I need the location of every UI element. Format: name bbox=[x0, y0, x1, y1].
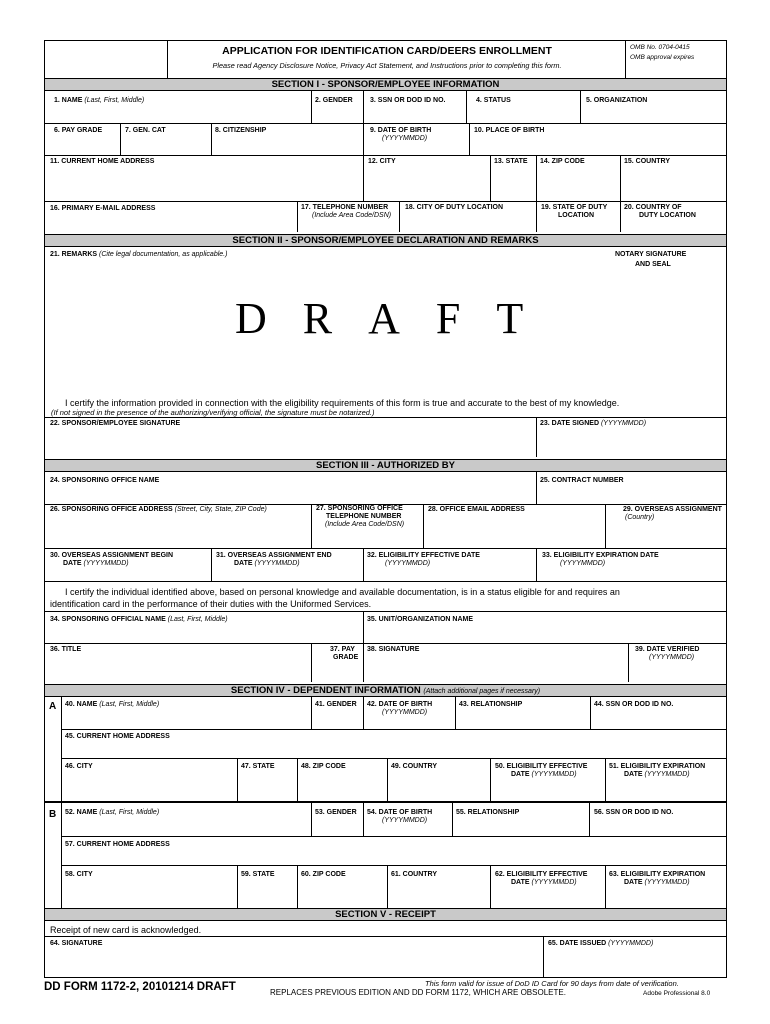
field-41-label: 41. GENDER bbox=[315, 701, 357, 708]
field-22-label: 22. SPONSOR/EMPLOYEE SIGNATURE bbox=[50, 420, 181, 427]
id-card-application-form bbox=[44, 40, 727, 978]
receipt-signature-field[interactable] bbox=[45, 937, 543, 977]
sponsor-signature-field[interactable] bbox=[45, 418, 536, 457]
field-3-label: 3. SSN OR DOD ID NO. bbox=[370, 97, 446, 104]
field-64-label: 64. SIGNATURE bbox=[50, 940, 103, 947]
field-17-label: 17. TELEPHONE NUMBER bbox=[301, 204, 389, 211]
sponsor-certification: I certify the information provided in connection with the eligibility requirements of this form is true and accurate to the best of my knowledge. bbox=[65, 398, 620, 408]
field-37-label: 37. PAY bbox=[330, 646, 355, 653]
section-5-header: SECTION V - RECEIPT bbox=[45, 908, 726, 921]
field-36-label: 36. TITLE bbox=[50, 646, 82, 653]
field-39-format: (YYYYMMDD) bbox=[649, 654, 695, 661]
field-34-label: 34. SPONSORING OFFICIAL NAME (Last, First, Middle) bbox=[50, 616, 228, 623]
field-21-label: 21. REMARKS (Cite legal documentation, as applicable.) bbox=[50, 251, 228, 258]
field-1-label: 1. NAME (Last, First, Middle) bbox=[54, 97, 145, 104]
field-13-label: 13. STATE bbox=[494, 158, 528, 165]
form-subtitle: Please read Agency Disclosure Notice, Privacy Act Statement, and Instructions prior to completing this form. bbox=[212, 61, 562, 70]
field-44-label: 44. SSN OR DOD ID NO. bbox=[594, 701, 674, 708]
name-field[interactable] bbox=[45, 91, 311, 123]
field-19-label-b: LOCATION bbox=[558, 212, 595, 219]
field-45-label: 45. CURRENT HOME ADDRESS bbox=[65, 733, 170, 740]
field-42-label: 42. DATE OF BIRTH bbox=[367, 701, 433, 708]
field-50-label: 50. ELIGIBILITY EFFECTIVE bbox=[495, 763, 588, 770]
field-6-label: 6. PAY GRADE bbox=[54, 127, 103, 134]
field-28-label: 28. OFFICE EMAIL ADDRESS bbox=[428, 506, 525, 513]
field-51-label: 51. ELIGIBILITY EXPIRATION bbox=[609, 763, 706, 770]
official-certification-1: I certify the individual identified above, based on personal knowledge and available documentation, is in a status eligible for and requires an bbox=[65, 587, 620, 597]
notarize-note: (If not signed in the presence of the authorizing/verifying official, the signature must be notarized.) bbox=[51, 408, 375, 417]
section-2-header: SECTION II - SPONSOR/EMPLOYEE DECLARATION AND REMARKS bbox=[45, 234, 726, 247]
field-29-format: (Country) bbox=[625, 514, 655, 521]
field-62-label: 62. ELIGIBILITY EFFECTIVE bbox=[495, 871, 588, 878]
field-63-label-b: DATE (YYYYMMDD) bbox=[624, 879, 690, 886]
field-31-label-b: DATE (YYYYMMDD) bbox=[234, 560, 300, 567]
field-57-label: 57. CURRENT HOME ADDRESS bbox=[65, 841, 170, 848]
field-27-label: 27. SPONSORING OFFICE bbox=[316, 505, 403, 512]
field-52-label: 52. NAME (Last, First, Middle) bbox=[65, 809, 160, 816]
field-27-label-b: TELEPHONE NUMBER bbox=[326, 513, 402, 520]
receipt-acknowledgement: Receipt of new card is acknowledged. bbox=[50, 925, 202, 935]
form-title: APPLICATION FOR IDENTIFICATION CARD/DEERS ENROLLMENT bbox=[222, 45, 552, 57]
field-39-label: 39. DATE VERIFIED bbox=[635, 646, 700, 653]
field-33-format: (YYYYMMDD) bbox=[560, 560, 606, 567]
field-58-label: 58. CITY bbox=[65, 871, 93, 878]
field-49-label: 49. COUNTRY bbox=[391, 763, 438, 770]
field-11-label: 11. CURRENT HOME ADDRESS bbox=[50, 158, 155, 165]
field-19-label: 19. STATE OF DUTY bbox=[541, 204, 608, 211]
field-9-label: 9. DATE OF BIRTH bbox=[370, 127, 432, 134]
field-32-format: (YYYYMMDD) bbox=[385, 560, 431, 567]
remarks-field[interactable] bbox=[45, 247, 726, 397]
field-30-label: 30. OVERSEAS ASSIGNMENT BEGIN bbox=[50, 552, 174, 559]
field-26-label: 26. SPONSORING OFFICE ADDRESS (Street, City, State, ZIP Code) bbox=[50, 506, 267, 513]
field-7-label: 7. GEN. CAT bbox=[125, 127, 166, 134]
field-42-format: (YYYYMMDD) bbox=[382, 709, 428, 716]
field-17-format: (Include Area Code/DSN) bbox=[312, 212, 392, 219]
field-30-label-b: DATE (YYYYMMDD) bbox=[63, 560, 129, 567]
field-33-label: 33. ELIGIBILITY EXPIRATION DATE bbox=[542, 552, 659, 559]
field-12-label: 12. CITY bbox=[368, 158, 396, 165]
field-63-label: 63. ELIGIBILITY EXPIRATION bbox=[609, 871, 706, 878]
field-27-format: (Include Area Code/DSN) bbox=[325, 521, 405, 528]
field-65-label: 65. DATE ISSUED (YYYYMMDD) bbox=[548, 940, 654, 947]
field-25-label: 25. CONTRACT NUMBER bbox=[540, 477, 624, 484]
field-31-label: 31. OVERSEAS ASSIGNMENT END bbox=[216, 552, 332, 559]
field-20-label-b: DUTY LOCATION bbox=[639, 212, 696, 219]
field-9-format: (YYYYMMDD) bbox=[382, 135, 428, 142]
field-54-label: 54. DATE OF BIRTH bbox=[367, 809, 433, 816]
software-note: Adobe Professional 8.0 bbox=[643, 990, 711, 997]
replaces-note: REPLACES PREVIOUS EDITION AND DD FORM 1172, WHICH ARE OBSOLETE. bbox=[270, 988, 566, 997]
field-62-label-b: DATE (YYYYMMDD) bbox=[511, 879, 577, 886]
field-10-label: 10. PLACE OF BIRTH bbox=[474, 127, 545, 134]
field-16-label: 16. PRIMARY E-MAIL ADDRESS bbox=[50, 205, 156, 212]
header-divider bbox=[625, 41, 626, 78]
official-certification-2: identification card in the performance of their duties with the Uniformed Services. bbox=[50, 599, 372, 609]
field-40-label: 40. NAME (Last, First, Middle) bbox=[65, 701, 160, 708]
field-55-label: 55. RELATIONSHIP bbox=[456, 809, 520, 816]
field-32-label: 32. ELIGIBILITY EFFECTIVE DATE bbox=[367, 552, 480, 559]
field-47-label: 47. STATE bbox=[241, 763, 275, 770]
field-54-format: (YYYYMMDD) bbox=[382, 817, 428, 824]
field-18-label: 18. CITY OF DUTY LOCATION bbox=[405, 204, 504, 211]
omb-expires: OMB approval expires bbox=[630, 54, 695, 61]
section-3-header: SECTION III - AUTHORIZED BY bbox=[45, 459, 726, 472]
dependent-b-marker: B bbox=[49, 809, 57, 820]
field-35-label: 35. UNIT/ORGANIZATION NAME bbox=[367, 616, 474, 623]
field-61-label: 61. COUNTRY bbox=[391, 871, 438, 878]
validity-note: This form valid for issue of DoD ID Card for 90 days from date of verification. bbox=[425, 979, 679, 988]
section-4-header: SECTION IV - DEPENDENT INFORMATION (Attach additional pages if necessary) bbox=[45, 684, 726, 697]
field-20-label: 20. COUNTRY OF bbox=[624, 204, 682, 211]
field-23-label: 23. DATE SIGNED (YYYYMMDD) bbox=[540, 420, 647, 427]
field-38-label: 38. SIGNATURE bbox=[367, 646, 420, 653]
section-1-header: SECTION I - SPONSOR/EMPLOYEE INFORMATION bbox=[45, 78, 726, 91]
field-56-label: 56. SSN OR DOD ID NO. bbox=[594, 809, 674, 816]
field-51-label-b: DATE (YYYYMMDD) bbox=[624, 771, 690, 778]
field-5-label: 5. ORGANIZATION bbox=[586, 97, 648, 104]
notary-label-2: AND SEAL bbox=[635, 261, 671, 268]
field-48-label: 48. ZIP CODE bbox=[301, 763, 346, 770]
field-43-label: 43. RELATIONSHIP bbox=[459, 701, 523, 708]
field-29-label: 29. OVERSEAS ASSIGNMENT bbox=[623, 506, 722, 513]
field-2-label: 2. GENDER bbox=[315, 97, 353, 104]
field-15-label: 15. COUNTRY bbox=[624, 158, 671, 165]
field-14-label: 14. ZIP CODE bbox=[540, 158, 585, 165]
field-59-label: 59. STATE bbox=[241, 871, 275, 878]
form-identifier: DD FORM 1172-2, 20101214 DRAFT bbox=[44, 981, 236, 993]
dependent-a-marker: A bbox=[49, 701, 57, 712]
field-53-label: 53. GENDER bbox=[315, 809, 357, 816]
field-4-label: 4. STATUS bbox=[476, 97, 511, 104]
notary-label-1: NOTARY SIGNATURE bbox=[615, 251, 687, 258]
field-8-label: 8. CITIZENSHIP bbox=[215, 127, 267, 134]
omb-number: OMB No. 0704-0415 bbox=[630, 44, 690, 51]
field-46-label: 46. CITY bbox=[65, 763, 93, 770]
field-37-label-b: GRADE bbox=[333, 654, 359, 661]
field-60-label: 60. ZIP CODE bbox=[301, 871, 346, 878]
field-24-label: 24. SPONSORING OFFICE NAME bbox=[50, 477, 160, 484]
draft-watermark: DRAFT bbox=[235, 294, 560, 343]
field-50-label-b: DATE (YYYYMMDD) bbox=[511, 771, 577, 778]
